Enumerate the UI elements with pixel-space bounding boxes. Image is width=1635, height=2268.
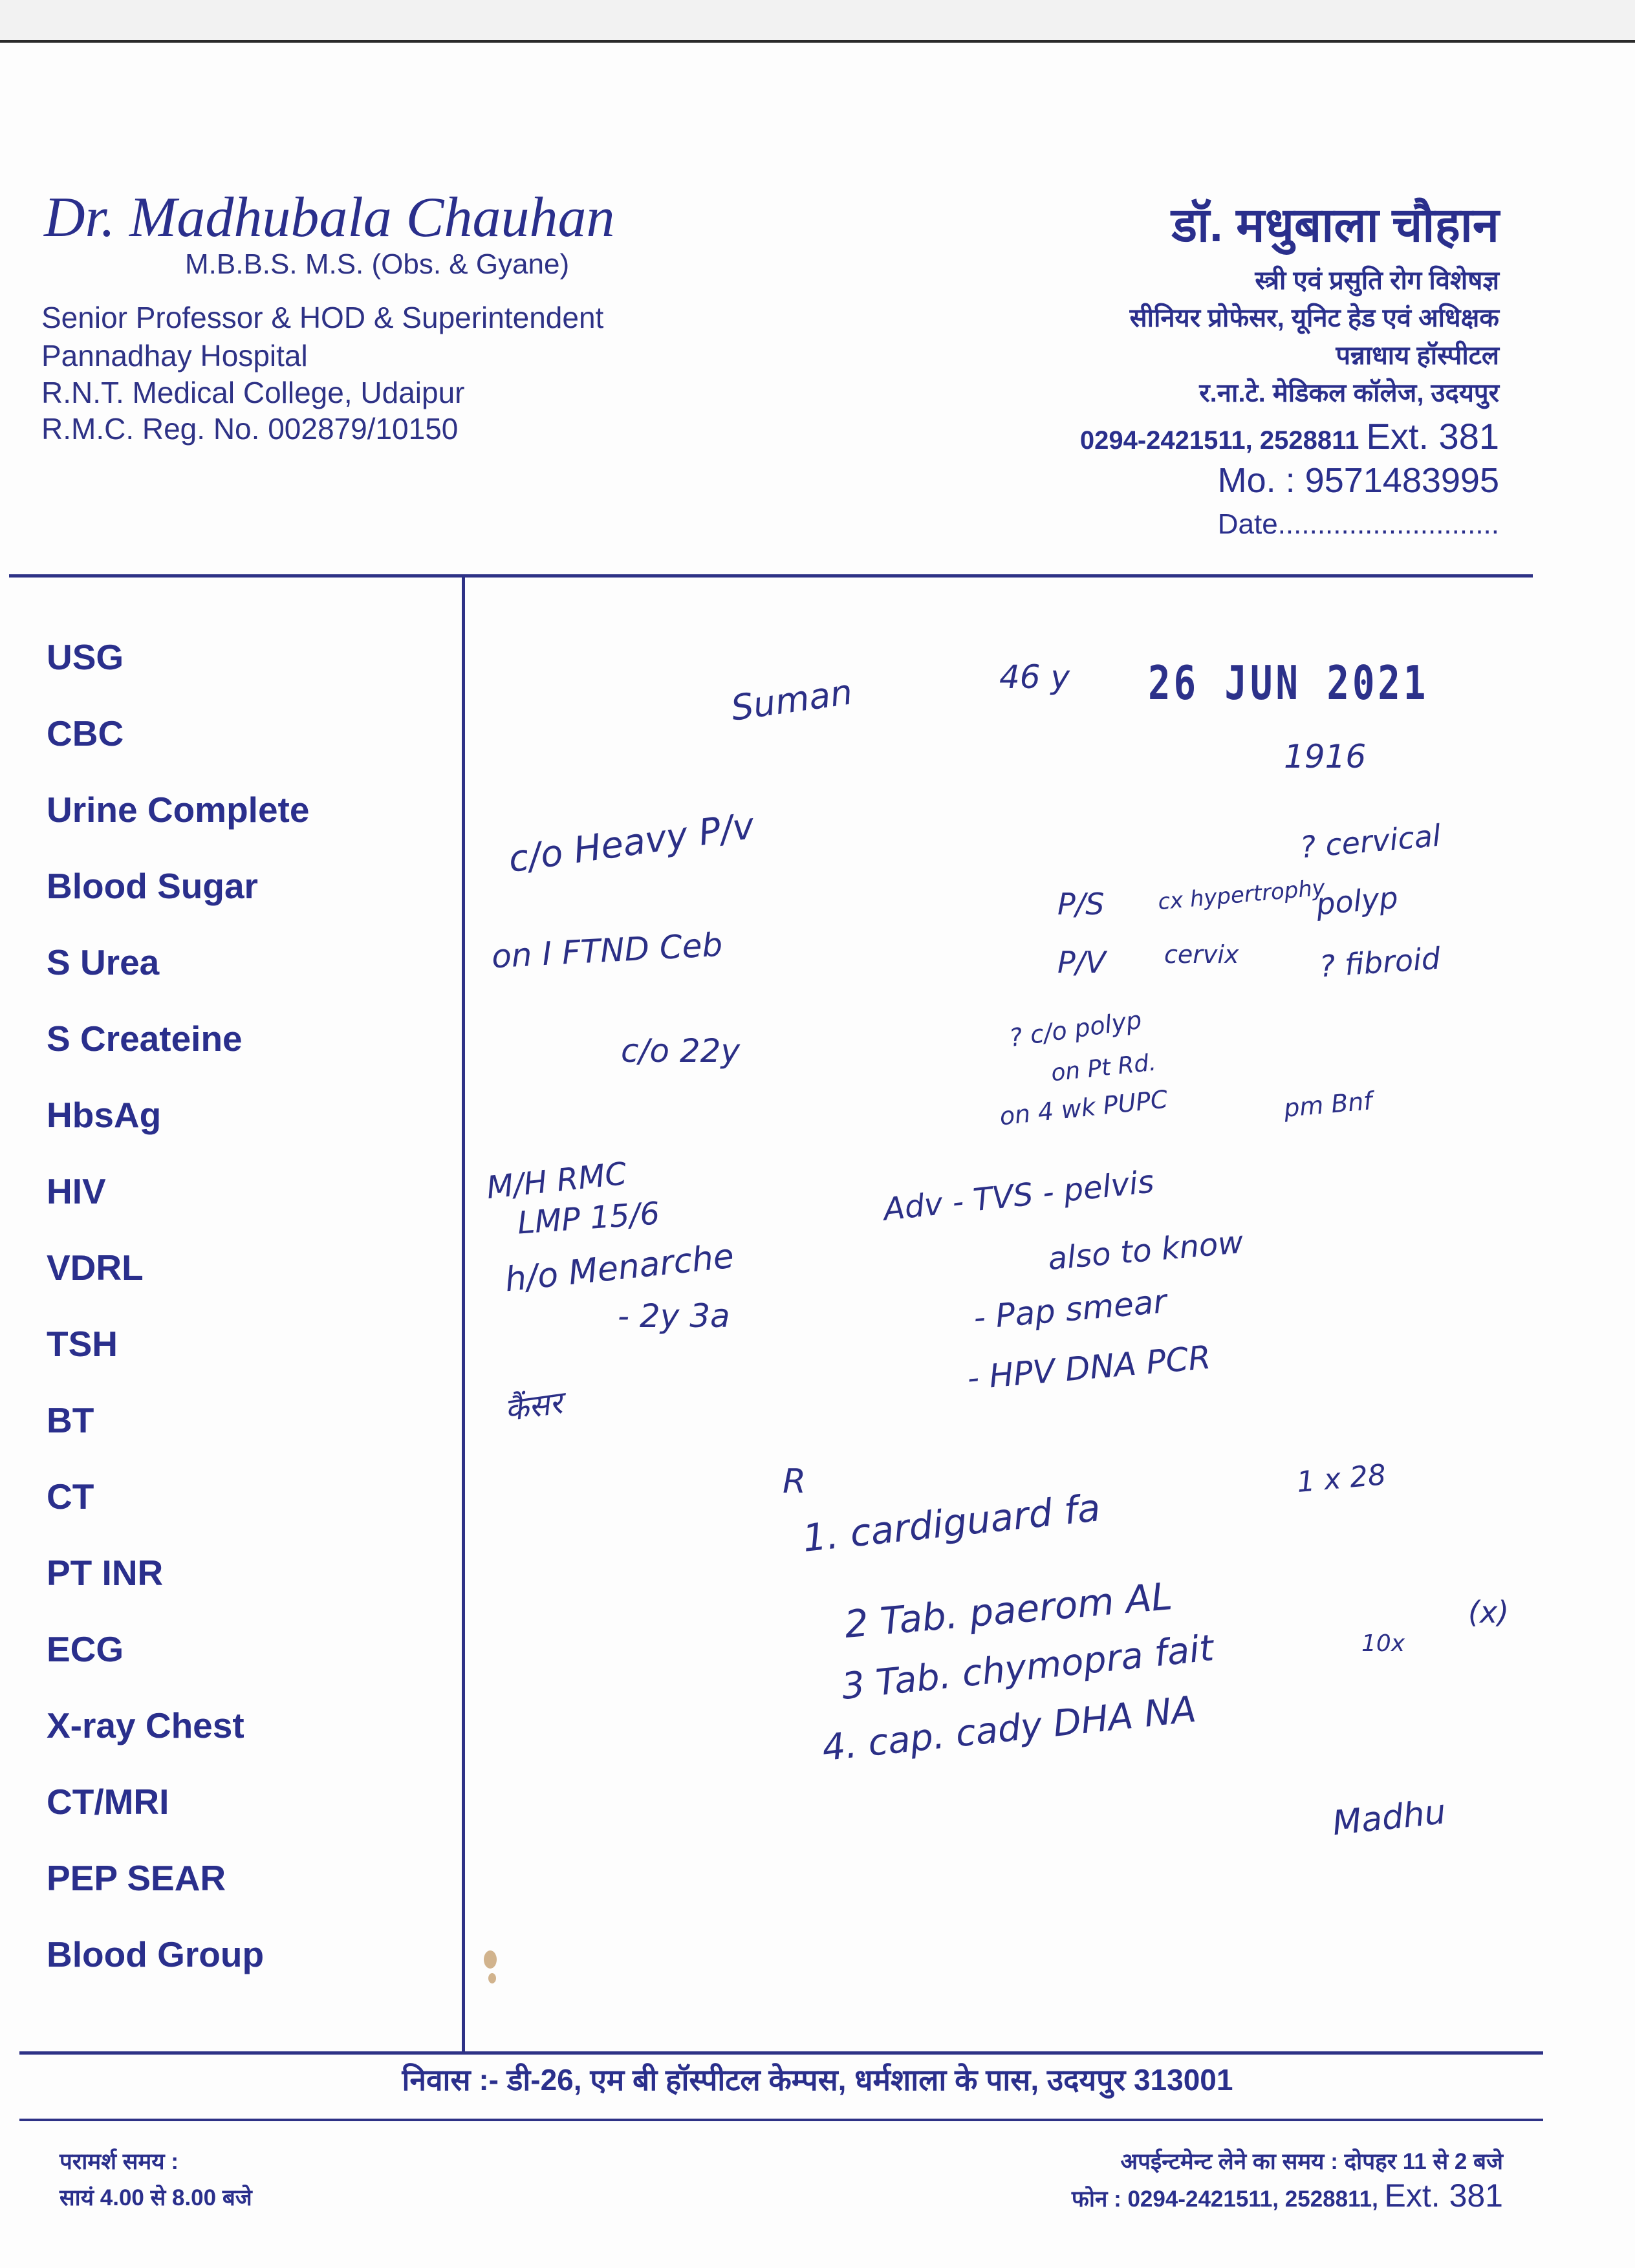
hw-rx-4: 4. cap. cady DHA NA bbox=[820, 1688, 1198, 1770]
hw-advice-1: Adv - TVS - pelvis bbox=[882, 1163, 1156, 1228]
consult-time: सायं 4.00 से 8.00 बजे bbox=[60, 2185, 252, 2210]
hw-diagnosis-2: polyp bbox=[1314, 880, 1400, 922]
hw-rx-3: 3 Tab. chymopra fait bbox=[839, 1626, 1216, 1709]
hw-advice-3: - Pap smear bbox=[972, 1282, 1169, 1337]
hw-menstrual-2: LMP 15/6 bbox=[516, 1195, 661, 1242]
hw-hindi-note: कैंसर bbox=[502, 1385, 565, 1429]
column-divider bbox=[462, 577, 465, 2053]
appointment-time: अपईन्टमेन्ट लेने का समय : दोपहर 11 से 2 बजे bbox=[1120, 2149, 1503, 2174]
college-name: R.N.T. Medical College, Udaipur bbox=[41, 376, 465, 409]
hw-rx-1-dose: 1 x 28 bbox=[1295, 1458, 1387, 1499]
hw-exam-pv: P/V bbox=[1057, 945, 1106, 980]
consult-label: परामर्श समय : bbox=[60, 2149, 179, 2174]
prescription-sheet bbox=[0, 43, 1635, 2268]
footer-divider-bottom bbox=[19, 2119, 1543, 2121]
hw-diagnosis-3: ? fibroid bbox=[1318, 940, 1442, 984]
test-item: Blood Sugar bbox=[47, 866, 258, 906]
hw-menstrual-3: h/o Menarche bbox=[503, 1237, 736, 1300]
hw-exam-finding-2: cervix bbox=[1164, 940, 1239, 969]
mobile-number: Mo. : 9571483995 bbox=[1217, 461, 1499, 500]
specialty-hi: स्त्री एवं प्रसुति रोग विशेषज्ञ bbox=[1255, 266, 1499, 295]
paper-stain bbox=[488, 1973, 496, 1983]
test-item: HbsAg bbox=[47, 1095, 162, 1135]
test-item: HIV bbox=[47, 1171, 106, 1211]
hw-history-1: on I FTND Ceb bbox=[490, 925, 724, 976]
test-item: BT bbox=[47, 1400, 94, 1440]
hw-advice-4: - HPV DNA PCR bbox=[966, 1338, 1213, 1398]
test-item: CBC bbox=[47, 713, 124, 753]
header-divider bbox=[9, 574, 1533, 578]
test-item: TSH bbox=[47, 1324, 118, 1364]
hw-menstrual-1: M/H RMC bbox=[484, 1155, 629, 1207]
hw-rx-side-note: (x) bbox=[1468, 1595, 1510, 1630]
hw-rx-3-dose: 10x bbox=[1361, 1630, 1405, 1657]
test-item: S Urea bbox=[47, 942, 160, 982]
doctor-degree: M.B.B.S. M.S. (Obs. & Gyane) bbox=[185, 248, 570, 280]
hw-exam-ps: P/S bbox=[1057, 887, 1105, 922]
test-item: Blood Group bbox=[47, 1934, 265, 1974]
hw-rx-2: 2 Tab. paerom AL bbox=[843, 1573, 1175, 1647]
hw-signature: Madhu bbox=[1330, 1792, 1448, 1844]
hw-diagnosis-1: ? cervical bbox=[1299, 817, 1442, 865]
test-item: USG bbox=[47, 637, 124, 677]
doctor-name-hi: डॉ. मधुबाला चौहान bbox=[1171, 198, 1499, 252]
hw-note-1: ? c/o polyp bbox=[1007, 1005, 1143, 1053]
hospital-hi: पन्नाधाय हॉस्पीटल bbox=[1336, 341, 1499, 370]
scan-top-edge bbox=[0, 0, 1635, 43]
test-item: Urine Complete bbox=[47, 790, 310, 830]
residence-address: निवास :- डी-26, एम बी हॉस्पीटल केम्पस, धर्मशाला के पास, उदयपुर 313001 bbox=[402, 2063, 1233, 2097]
hw-exam-finding-1: cx hypertrophy bbox=[1156, 874, 1326, 916]
registration-number: R.M.C. Reg. No. 002879/10150 bbox=[41, 412, 459, 446]
phone-ext: Ext. 381 bbox=[1366, 416, 1499, 457]
test-item: ECG bbox=[47, 1629, 124, 1669]
hw-age: 46 y bbox=[999, 658, 1070, 696]
date-field: Date............................ bbox=[1217, 508, 1499, 540]
hw-menstrual-4: - 2y 3a bbox=[618, 1297, 730, 1335]
hw-patient-name: Suman bbox=[728, 671, 855, 729]
phone-line bbox=[1080, 415, 1499, 457]
college-hi: र.ना.टे. मेडिकल कॉलेज, उदयपुर bbox=[1199, 379, 1499, 407]
footer-phone-numbers: फोन : 0294-2421511, 2528811, bbox=[1071, 2187, 1378, 2212]
test-item: CT/MRI bbox=[47, 1782, 169, 1822]
paper-stain bbox=[484, 1950, 497, 1969]
hospital-name: Pannadhay Hospital bbox=[41, 339, 308, 373]
test-item: VDRL bbox=[47, 1247, 144, 1288]
hw-complaint: c/o Heavy P/v bbox=[506, 805, 757, 881]
test-item: PT INR bbox=[47, 1553, 164, 1593]
date-stamp: 26 JUN 2021 bbox=[1148, 656, 1429, 710]
hw-history-2: c/o 22y bbox=[621, 1032, 741, 1070]
doctor-name-en: Dr. Madhubala Chauhan bbox=[44, 186, 615, 249]
test-item: X-ray Chest bbox=[47, 1705, 244, 1745]
designation: Senior Professor & HOD & Superintendent bbox=[41, 301, 604, 334]
footer-phone-ext: Ext. 381 bbox=[1384, 2177, 1503, 2214]
hw-advice-2: also to know bbox=[1046, 1224, 1245, 1278]
test-item: S Createine bbox=[47, 1019, 243, 1059]
hw-rx-1: 1. cardiguard fa bbox=[800, 1485, 1103, 1561]
footer-phone bbox=[1072, 2177, 1503, 2214]
hw-note-2: on Pt Rd. bbox=[1050, 1049, 1158, 1087]
hw-note-3: on 4 wk PUPC bbox=[998, 1085, 1169, 1131]
hw-reg-no: 1916 bbox=[1284, 738, 1367, 775]
test-item: PEP SEAR bbox=[47, 1858, 226, 1898]
phone-numbers: 0294-2421511, 2528811 bbox=[1079, 426, 1359, 455]
designation-hi: सीनियर प्रोफेसर, यूनिट हेड एवं अधिक्षक bbox=[1129, 304, 1499, 332]
footer-divider-top bbox=[19, 2051, 1543, 2055]
hw-rx-symbol: R bbox=[783, 1462, 807, 1501]
hw-note-4: pm Bnf bbox=[1283, 1086, 1374, 1123]
test-item: CT bbox=[47, 1476, 94, 1517]
